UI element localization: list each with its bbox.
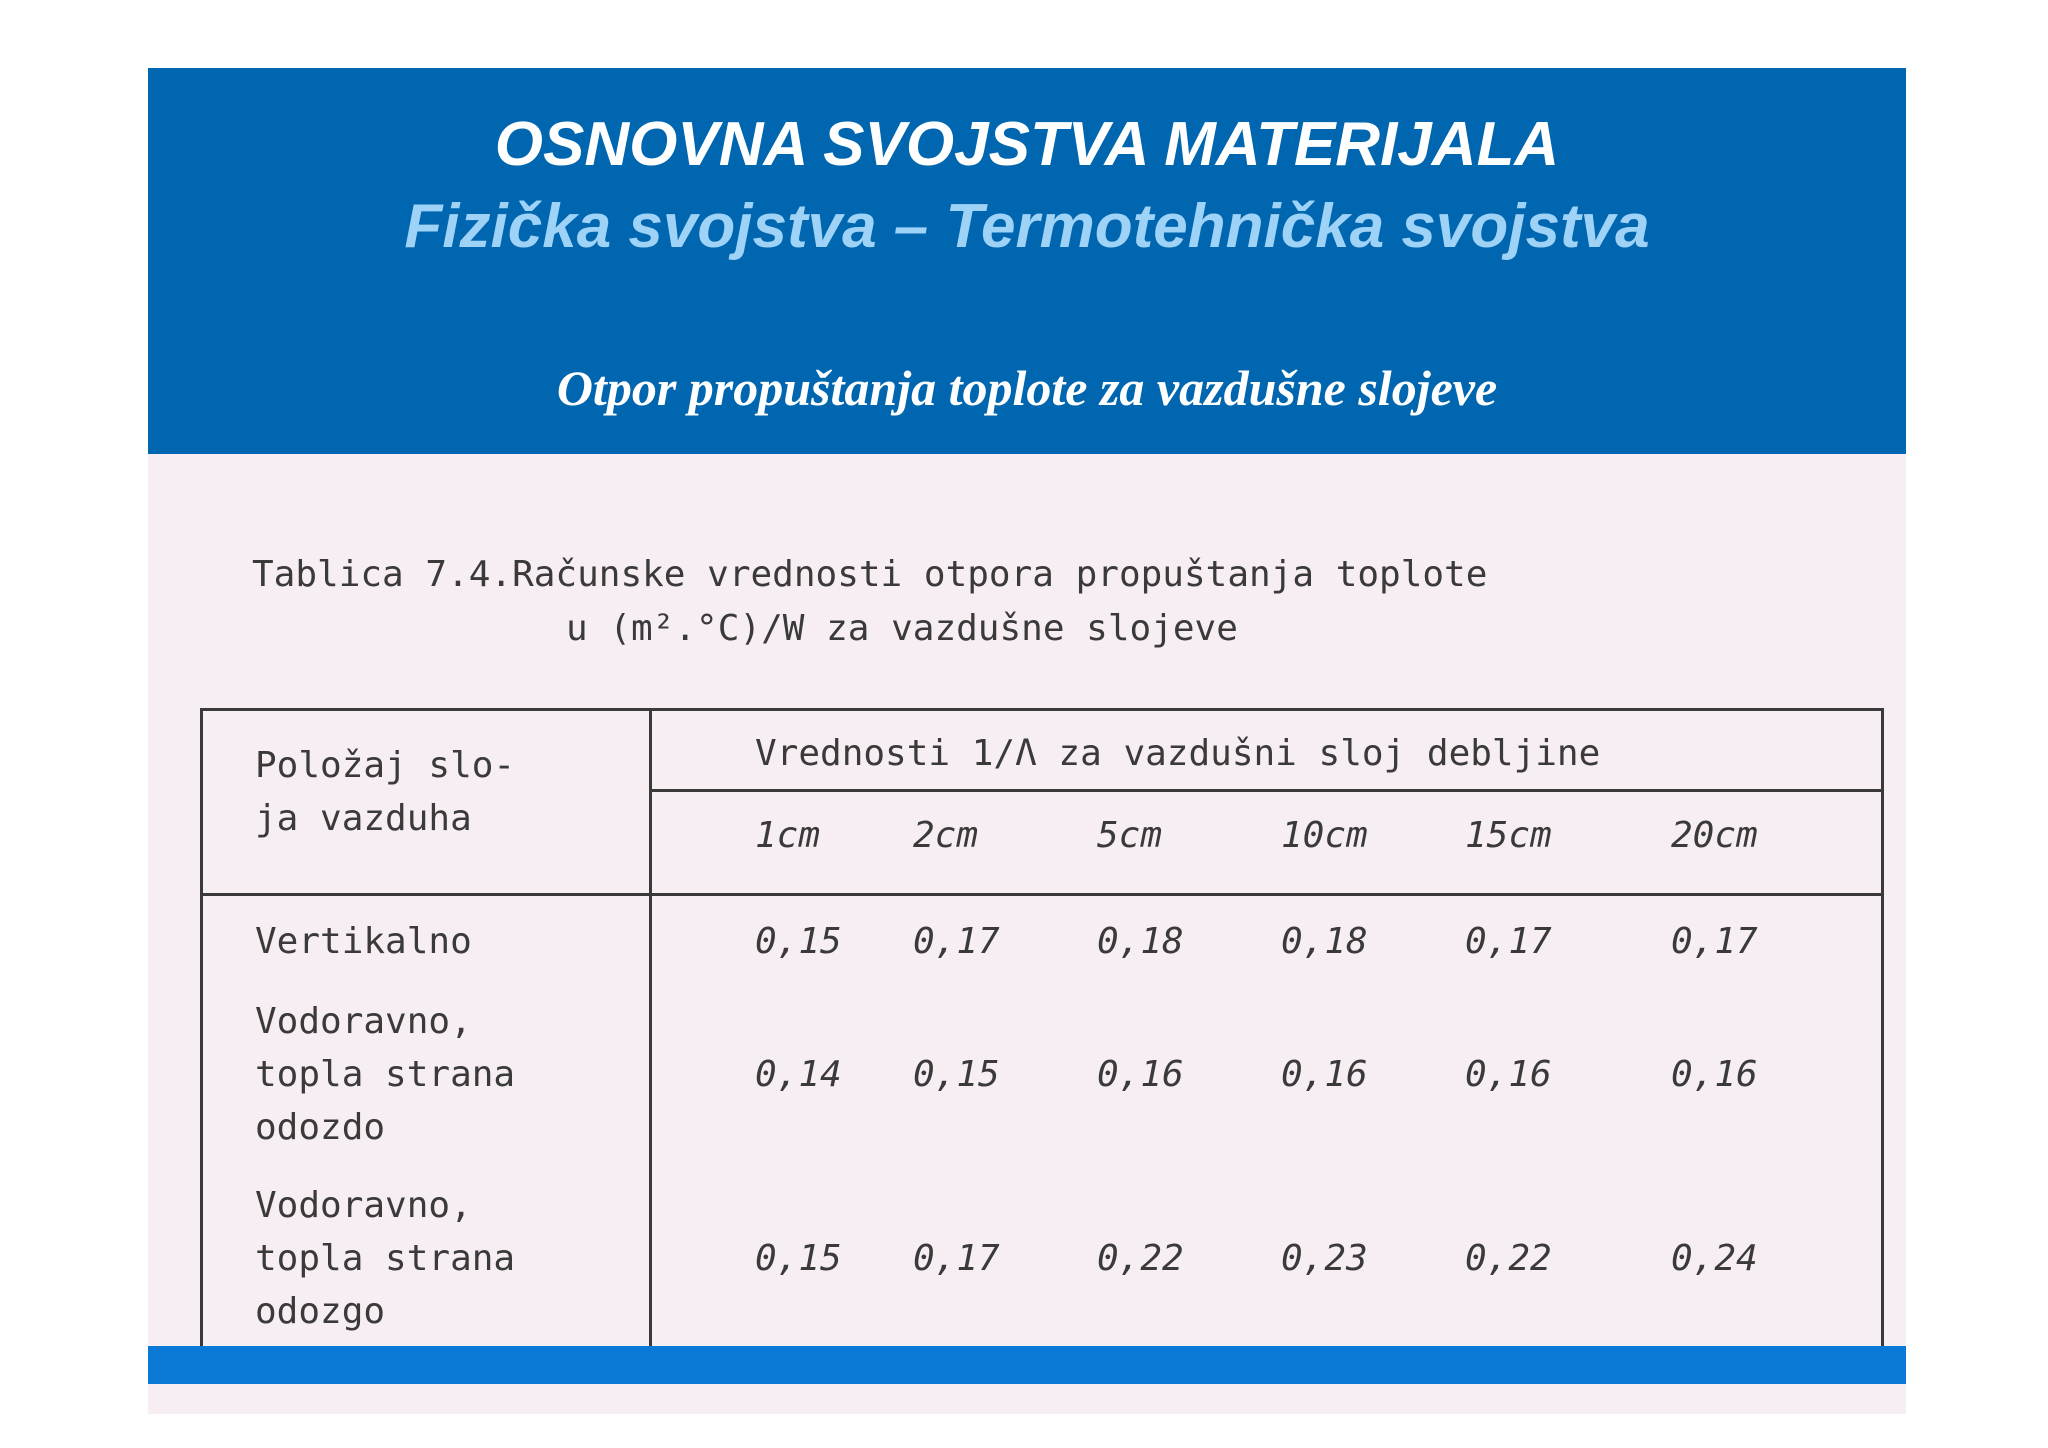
column-header: 10cm — [1281, 815, 1368, 856]
table-divider-vertical — [649, 711, 652, 1369]
table-cell: 0,15 — [913, 1054, 1000, 1095]
row-label: Vertikalno — [255, 921, 472, 962]
table-cell: 0,16 — [1097, 1054, 1184, 1095]
table-cell: 0,23 — [1281, 1238, 1368, 1279]
section-heading: Otpor propuštanja toplote za vazdušne slojeve — [556, 360, 1498, 416]
column-header: 15cm — [1465, 815, 1552, 856]
table-cell: 0,17 — [913, 1238, 1000, 1279]
table-cell: 0,17 — [1671, 921, 1758, 962]
table-cell: 0,16 — [1671, 1054, 1758, 1095]
table-divider-header — [203, 893, 1881, 896]
row-label: Vodoravno, topla strana odozgo — [255, 1185, 516, 1332]
slide — [148, 68, 1906, 1384]
header-band — [148, 68, 1906, 454]
table-caption-line1: Tablica 7.4.Računske vrednosti otpora propuštanja toplote — [252, 554, 1488, 595]
slide-subtitle: Fizička svojstva – Termotehnička svojstva — [404, 192, 1650, 261]
table-caption-line2: u (m².°C)/W za vazdušne slojeve — [566, 608, 1238, 649]
table-cell: 0,17 — [913, 921, 1000, 962]
table-cell: 0,18 — [1097, 921, 1184, 962]
scanned-table-area — [148, 454, 1906, 1414]
column-header: 1cm — [755, 815, 821, 856]
row-header-label: Položaj slo- ja vazduha — [255, 745, 516, 839]
column-header: 20cm — [1671, 815, 1758, 856]
slide-title: OSNOVNA SVOJSTVA MATERIJALA — [494, 110, 1560, 179]
table-cell: 0,15 — [755, 921, 842, 962]
footer-bar — [148, 1346, 1906, 1384]
table-cell: 0,16 — [1465, 1054, 1552, 1095]
table-cell: 0,22 — [1465, 1238, 1552, 1279]
group-header: Vrednosti 1/Λ za vazdušni sloj debljine — [755, 733, 1601, 774]
table-cell: 0,14 — [755, 1054, 842, 1095]
row-label: Vodoravno, topla strana odozdo — [255, 1001, 516, 1148]
table-divider-group — [649, 789, 1884, 792]
column-header: 2cm — [913, 815, 979, 856]
table-cell: 0,15 — [755, 1238, 842, 1279]
table-cell: 0,24 — [1671, 1238, 1758, 1279]
column-header: 5cm — [1097, 815, 1163, 856]
table-cell: 0,16 — [1281, 1054, 1368, 1095]
data-table — [200, 708, 1884, 1372]
table-cell: 0,18 — [1281, 921, 1368, 962]
table-cell: 0,17 — [1465, 921, 1552, 962]
table-cell: 0,22 — [1097, 1238, 1184, 1279]
